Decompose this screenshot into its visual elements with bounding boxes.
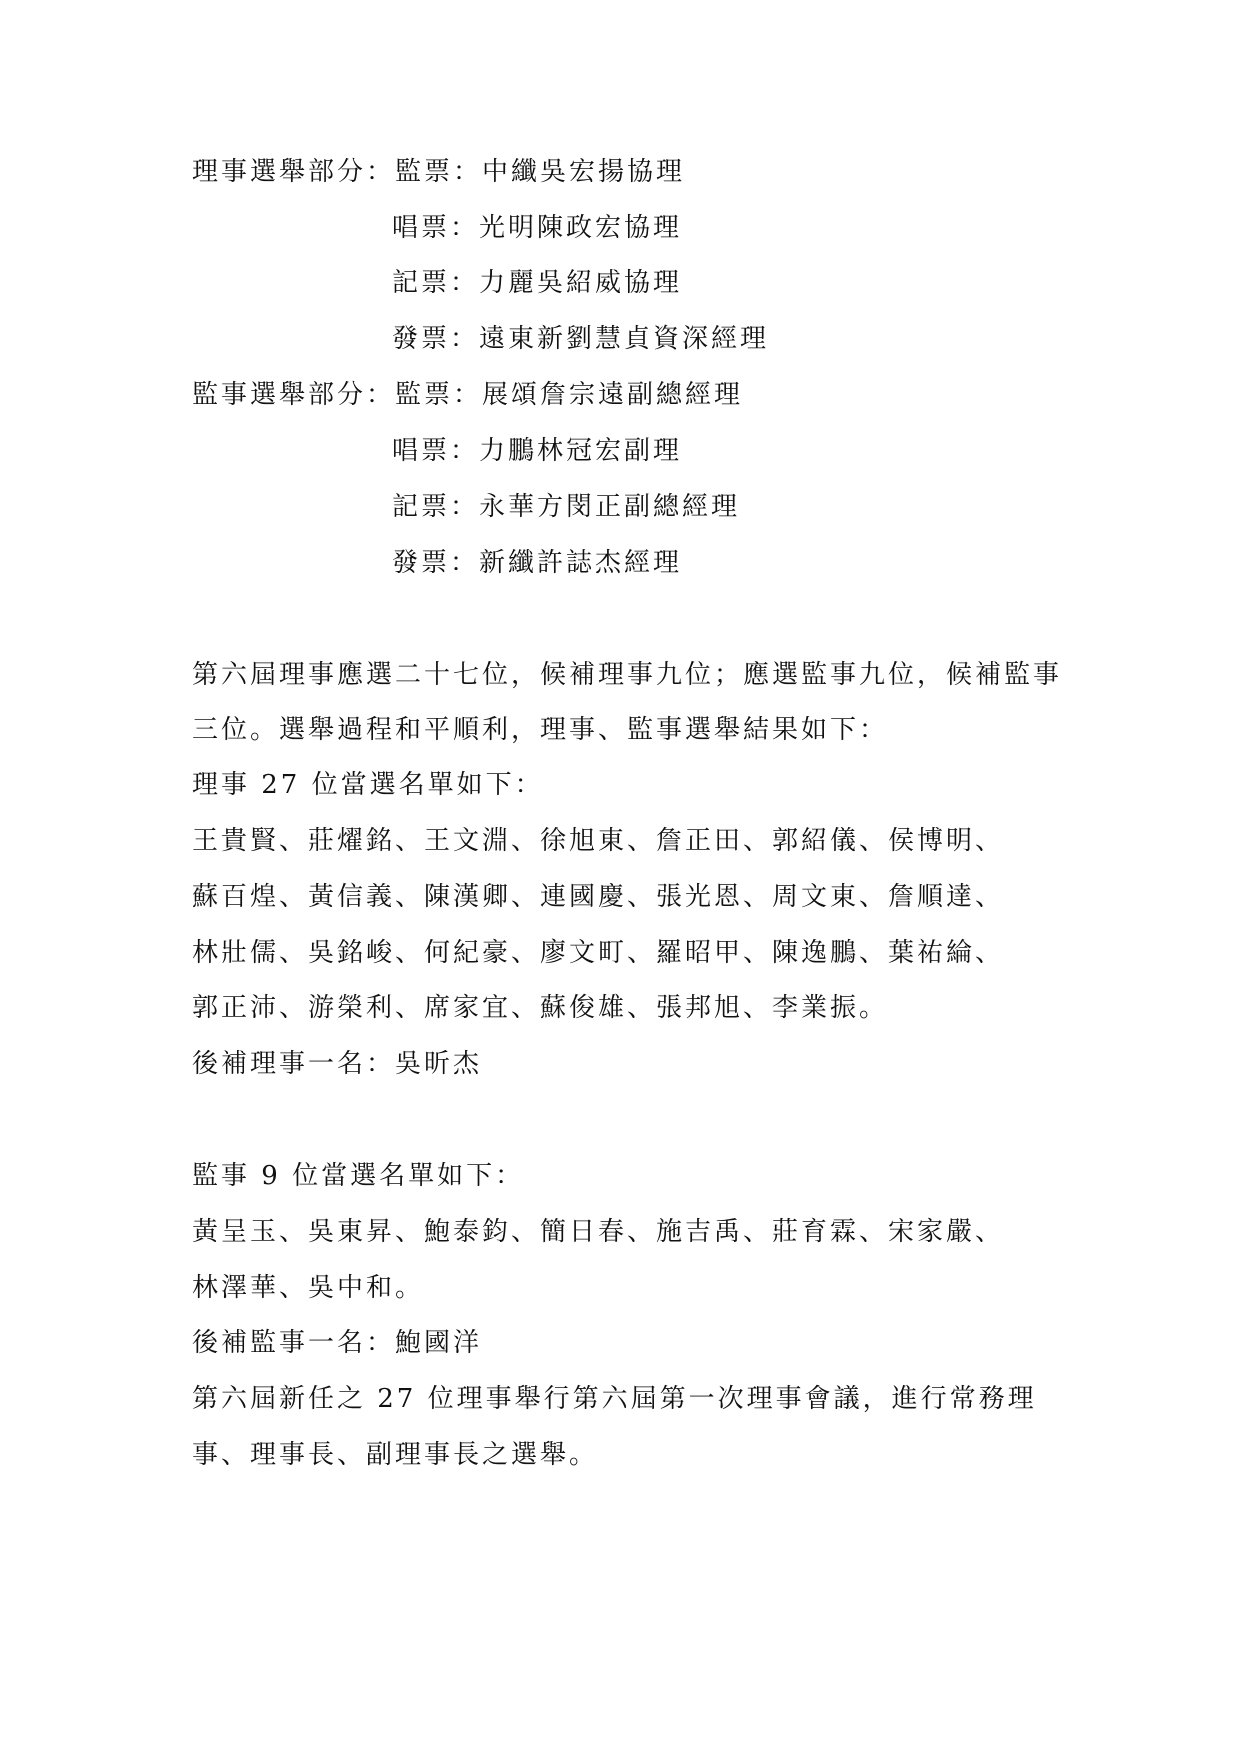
supervisor-section-label: 監事選舉部分：: [192, 380, 396, 410]
vote-role: 監票: [395, 380, 454, 410]
vote-role: 唱票: [392, 213, 451, 243]
director-vote-row-2: 唱票：光明陳政宏協理: [392, 213, 683, 243]
supervisors-names-line-1: 黃呈玉、吳東昇、鮑泰鈞、簡日春、施吉禹、莊育霖、宋家嚴、: [192, 1217, 1005, 1247]
vote-role: 發票: [392, 548, 451, 578]
vote-role: 記票: [392, 268, 451, 298]
directors-names-line-4: 郭正沛、游榮利、席家宜、蘇俊雄、張邦旭、李業振。: [192, 993, 889, 1023]
supervisor-vote-row-2: 唱票：力鵬林冠宏副理: [392, 436, 683, 466]
director-vote-row-4: 發票：遠東新劉慧貞資深經理: [392, 324, 770, 354]
vote-person: 永華方閔正副總經理: [479, 492, 741, 522]
directors-names-line-3: 林壯儒、吳銘峻、何紀豪、廖文町、羅昭甲、陳逸鵬、葉祐綸、: [192, 938, 1005, 968]
supervisor-vote-row-1: 監事選舉部分：監票：展頌詹宗遠副總經理: [192, 380, 744, 410]
vote-person: 新纖許誌杰經理: [479, 548, 683, 578]
directors-names-line-2: 蘇百煌、黃信義、陳漢卿、連國慶、張光恩、周文東、詹順達、: [192, 882, 1005, 912]
vote-role: 發票: [392, 324, 451, 354]
vote-person: 光明陳政宏協理: [479, 213, 683, 243]
director-section-label: 理事選舉部分：: [192, 157, 396, 187]
vote-role: 監票: [395, 157, 454, 187]
director-vote-row-1: 理事選舉部分：監票：中纖吳宏揚協理: [192, 157, 686, 187]
vote-person: 遠東新劉慧貞資深經理: [479, 324, 770, 354]
directors-heading: 理事 27 位當選名單如下：: [192, 770, 544, 800]
vote-role: 記票: [392, 492, 451, 522]
vote-person: 中纖吳宏揚協理: [482, 157, 686, 187]
summary-line-1: 第六屆理事應選二十七位，候補理事九位；應選監事九位，候補監事: [192, 660, 1063, 690]
supervisor-vote-row-3: 記票：永華方閔正副總經理: [392, 492, 741, 522]
vote-role: 唱票: [392, 436, 451, 466]
summary-line-2: 三位。選舉過程和平順利，理事、監事選舉結果如下：: [192, 715, 889, 745]
closing-line-2: 事、理事長、副理事長之選舉。: [192, 1440, 599, 1470]
vote-person: 力麗吳紹威協理: [479, 268, 683, 298]
vote-person: 力鵬林冠宏副理: [479, 436, 683, 466]
supervisors-names-line-2: 林澤華、吳中和。: [192, 1273, 425, 1303]
directors-alternate: 後補理事一名：吳昕杰: [192, 1049, 483, 1079]
supervisor-vote-row-4: 發票：新纖許誌杰經理: [392, 548, 683, 578]
directors-names-line-1: 王貴賢、莊燿銘、王文淵、徐旭東、詹正田、郭紹儀、侯博明、: [192, 826, 1005, 856]
supervisors-heading: 監事 9 位當選名單如下：: [192, 1161, 525, 1191]
vote-person: 展頌詹宗遠副總經理: [482, 380, 744, 410]
closing-line-1: 第六屆新任之 27 位理事舉行第六屆第一次理事會議，進行常務理: [192, 1384, 1037, 1414]
director-vote-row-3: 記票：力麗吳紹威協理: [392, 268, 683, 298]
supervisors-alternate: 後補監事一名：鮑國洋: [192, 1328, 483, 1358]
